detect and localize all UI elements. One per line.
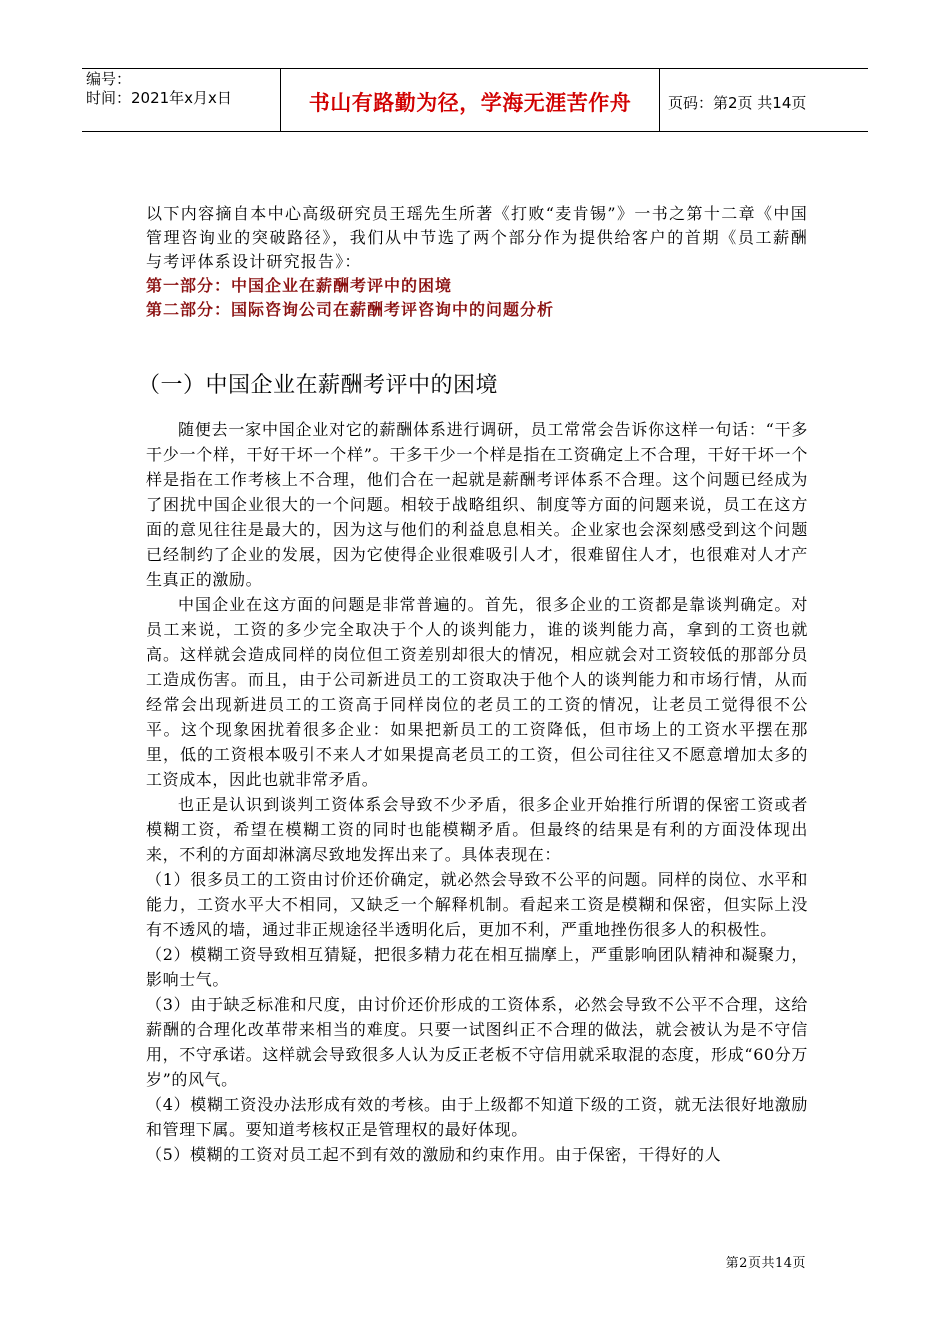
section-title: （一）中国企业在薪酬考评中的困境 <box>138 373 499 398</box>
header-page-code: 页码：第2页 共14页 <box>668 93 807 112</box>
list-item-5: （5）模糊的工资对员工起不到有效的激励和约束作用。由于保密，干得好的人 <box>146 1145 722 1164</box>
header-meta <box>82 69 280 131</box>
body-paragraph-1: 随便去一家中国企业对它的薪酬体系进行调研，员工常常会告诉你这样一句话：“干多干少一个样，干好干坏一个样”。干多干少一个样是指在工资确定上不合理，干好干坏一个样是指在工作考核上不合理，他们合在一起就是薪酬考评体系不合理。这个问题已经成为了困扰中国企业很大的一个问题。相较于战略组织、制度等方面的问题来说，员工在这方面的意见往往是最大的，因为这与他们的利益息息相关。企业家也会深刻感受到这个问题已经制约了企业的发展，因为它使得企业很难吸引人才，很难留住人才，也很难对人才产生真正的激励。 <box>146 420 808 589</box>
header-motto: 书山有路勤为径，学海无涯苦作舟 <box>280 69 660 131</box>
part-two-heading: 第二部分：国际咨询公司在薪酬考评咨询中的问题分析 <box>146 300 555 319</box>
part-one-heading: 第一部分：中国企业在薪酬考评中的困境 <box>146 276 453 295</box>
list-item-2: （2）模糊工资导致相互猜疑，把很多精力花在相互揣摩上，严重影响团队精神和凝聚力，影响士气。 <box>146 945 808 989</box>
document-number-label: 编号： <box>86 70 132 88</box>
list-item-3: （3）由于缺乏标准和尺度，由讨价还价形成的工资体系，必然会导致不公平不合理，这给薪酬的合理化改革带来相当的难度。只要一试图纠正不合理的做法，就会被认为是不守信用，不守承诺。这样就会导致很多人认为反正老板不守信用就采取混的态度，形成“60分万岁”的风气。 <box>146 995 808 1089</box>
list-item-1: （1）很多员工的工资由讨价还价确定，就必然会导致不公平的问题。同样的岗位、水平和能力，工资水平大不相同，又缺乏一个解释机制。看起来工资是模糊和保密，但实际上没有不透风的墙，通过非正规途径半透明化后，更加不利，严重地挫伤很多人的积极性。 <box>146 870 808 939</box>
intro-paragraph: 以下内容摘自本中心高级研究员王瑶先生所著《打败“麦肯锡”》一书之第十二章《中国管理咨询业的突破路径》，我们从中节选了两个部分作为提供给客户的首期《员工薪酬与考评体系设计研究报告》： <box>146 204 808 271</box>
list-item-4: （4）模糊工资没办法形成有效的考核。由于上级都不知道下级的工资，就无法很好地激励和管理下属。要知道考核权正是管理权的最好体现。 <box>146 1095 808 1139</box>
body-paragraph-2: 中国企业在这方面的问题是非常普遍的。首先，很多企业的工资都是靠谈判确定。对员工来说，工资的多少完全取决于个人的谈判能力，谁的谈判能力高，拿到的工资也就高。这样就会造成同样的岗位但工资差别却很大的情况，相应就会对工资较低的那部分员工造成伤害。而且，由于公司新进员工的工资取决于他个人的谈判能力和市场行情，从而经常会出现新进员工的工资高于同样岗位的老员工的工资的情况，让老员工觉得很不公平。这个现象困扰着很多企业：如果把新员工的工资降低，但市场上的工资水平摆在那里，低的工资根本吸引不来人才如果提高老员工的工资，但公司往往又不愿意增加太多的工资成本，因此也就非常矛盾。 <box>146 595 808 789</box>
page-footer: 第2页共14页 <box>725 1256 806 1271</box>
document-time-label: 时间：2021年x月x日 <box>86 89 232 107</box>
body-paragraph-3: 也正是认识到谈判工资体系会导致不少矛盾，很多企业开始推行所谓的保密工资或者模糊工资，希望在模糊工资的同时也能模糊矛盾。但最终的结果是有利的方面没体现出来，不利的方面却淋漓尽致地发挥出来了。具体表现在： <box>146 795 808 864</box>
document-body <box>138 202 808 1167</box>
page-header <box>82 68 868 132</box>
